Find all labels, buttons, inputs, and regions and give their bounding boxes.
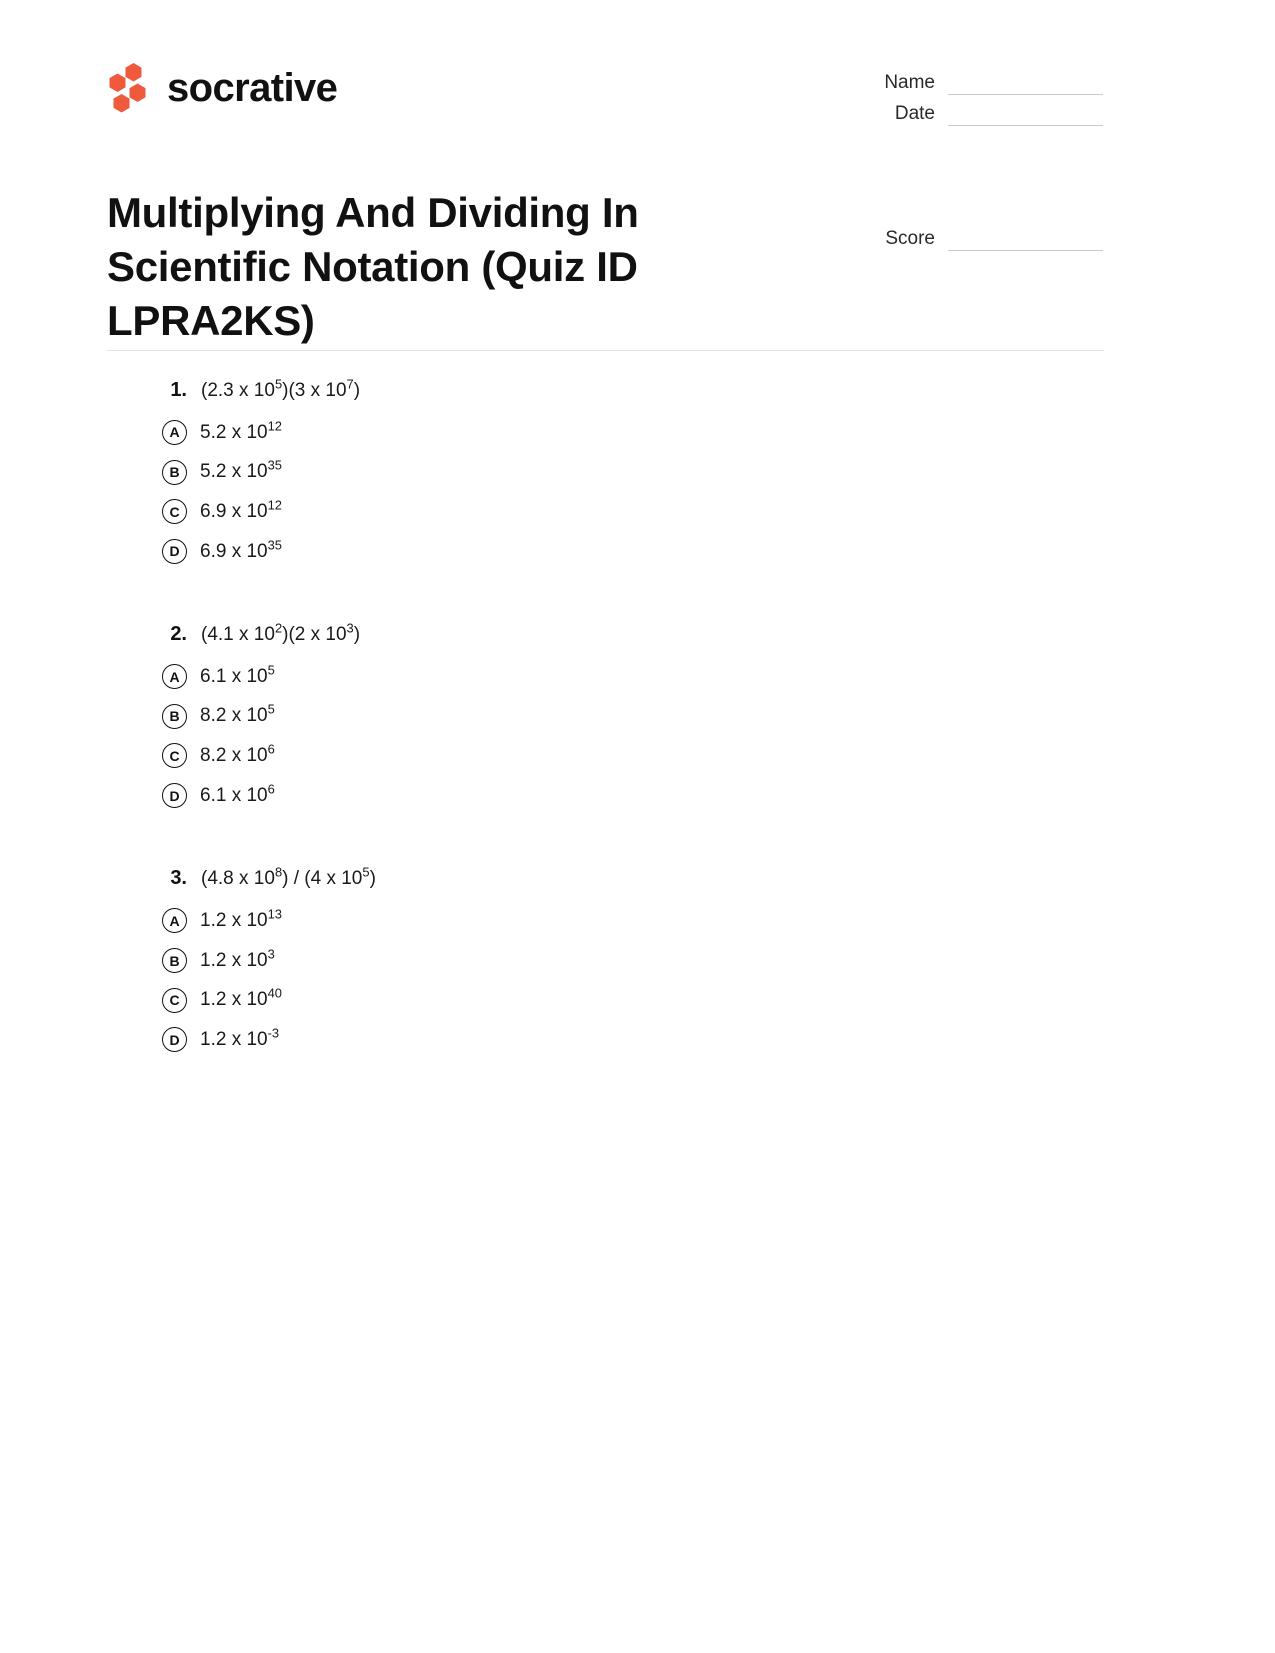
answer-option[interactable]	[107, 420, 1104, 446]
date-field-label: Date	[894, 102, 935, 124]
option-bubble[interactable]: B	[162, 460, 187, 485]
option-text: 1.2 x $10^{13}$	[200, 906, 282, 932]
date-field-row	[868, 103, 1103, 126]
question-text: (4.1 x $10^2)(2$ x $10^3$)	[201, 620, 361, 646]
score-field-label: Score	[885, 228, 935, 249]
option-text: 6.1 x $10^6$	[200, 781, 275, 806]
student-info-fields	[868, 72, 1103, 134]
answer-option[interactable]	[107, 783, 1104, 809]
answer-option[interactable]	[107, 459, 1104, 485]
page-title: Multiplying And Dividing In Scientific Notation (Quiz ID LPRA2KS)	[107, 189, 639, 344]
answer-option[interactable]	[107, 1027, 1104, 1053]
question-number: 1.	[170, 379, 187, 401]
question-list	[107, 378, 1104, 1111]
score-field-input[interactable]	[948, 231, 1103, 251]
question-text: (4.8 x $10^8) / (4$ x $10^5$)	[201, 865, 376, 890]
option-bubble[interactable]: B	[162, 704, 187, 729]
option-text: 5.2 x $10^{35}$	[200, 457, 282, 483]
option-bubble[interactable]: B	[162, 948, 187, 973]
answer-option[interactable]	[107, 908, 1104, 934]
answer-option[interactable]	[107, 539, 1104, 565]
answer-option[interactable]	[107, 664, 1104, 690]
option-bubble[interactable]: D	[162, 783, 187, 808]
question-block	[107, 622, 1104, 808]
question-header	[107, 622, 1104, 648]
answer-option[interactable]	[107, 948, 1104, 974]
question-number: 3.	[170, 867, 187, 890]
option-bubble[interactable]: C	[162, 743, 187, 768]
option-bubble[interactable]: D	[162, 1027, 187, 1052]
question-block	[107, 866, 1104, 1052]
question-block	[107, 378, 1104, 564]
question-header	[107, 378, 1104, 404]
brand-name: socrative	[167, 66, 338, 110]
socrative-brand	[107, 62, 337, 114]
option-text: 8.2 x $10^6$	[200, 741, 275, 767]
option-bubble[interactable]: D	[162, 539, 187, 564]
name-field-row	[868, 72, 1103, 95]
option-bubble[interactable]: C	[162, 988, 187, 1013]
name-field-label: Name	[884, 72, 935, 93]
question-header	[107, 866, 1104, 892]
option-text: 5.2 x $10^{12}$	[200, 418, 282, 443]
answer-option[interactable]	[107, 499, 1104, 525]
option-bubble[interactable]: A	[162, 664, 187, 689]
option-bubble[interactable]: A	[162, 908, 187, 933]
score-field-container	[868, 228, 1103, 259]
answer-option[interactable]	[107, 703, 1104, 729]
option-bubble[interactable]: C	[162, 499, 187, 524]
date-field-input[interactable]	[948, 106, 1103, 126]
answer-option[interactable]	[107, 743, 1104, 769]
socrative-hexagons-logo-icon	[107, 62, 153, 114]
page-header	[0, 0, 1275, 344]
question-number: 2.	[170, 623, 187, 646]
score-field-row	[868, 228, 1103, 251]
name-field-input[interactable]	[948, 75, 1103, 95]
answer-option[interactable]	[107, 987, 1104, 1013]
option-text: 6.9 x $10^{12}$	[200, 497, 282, 522]
option-text: 6.9 x $10^{35}$	[200, 537, 282, 562]
option-text: 1.2 x $10^{40}$	[200, 986, 282, 1011]
question-text: (2.3 x $10^5)(3$ x $10^7$)	[201, 376, 361, 401]
option-text: 1.2 x $10^{-3}$	[200, 1025, 280, 1050]
option-text: 1.2 x $10^3$	[200, 946, 275, 971]
option-text: 6.1 x $10^5$	[200, 662, 275, 687]
option-bubble[interactable]: A	[162, 420, 187, 445]
option-text: 8.2 x $10^5$	[200, 702, 275, 727]
header-divider	[107, 350, 1104, 351]
